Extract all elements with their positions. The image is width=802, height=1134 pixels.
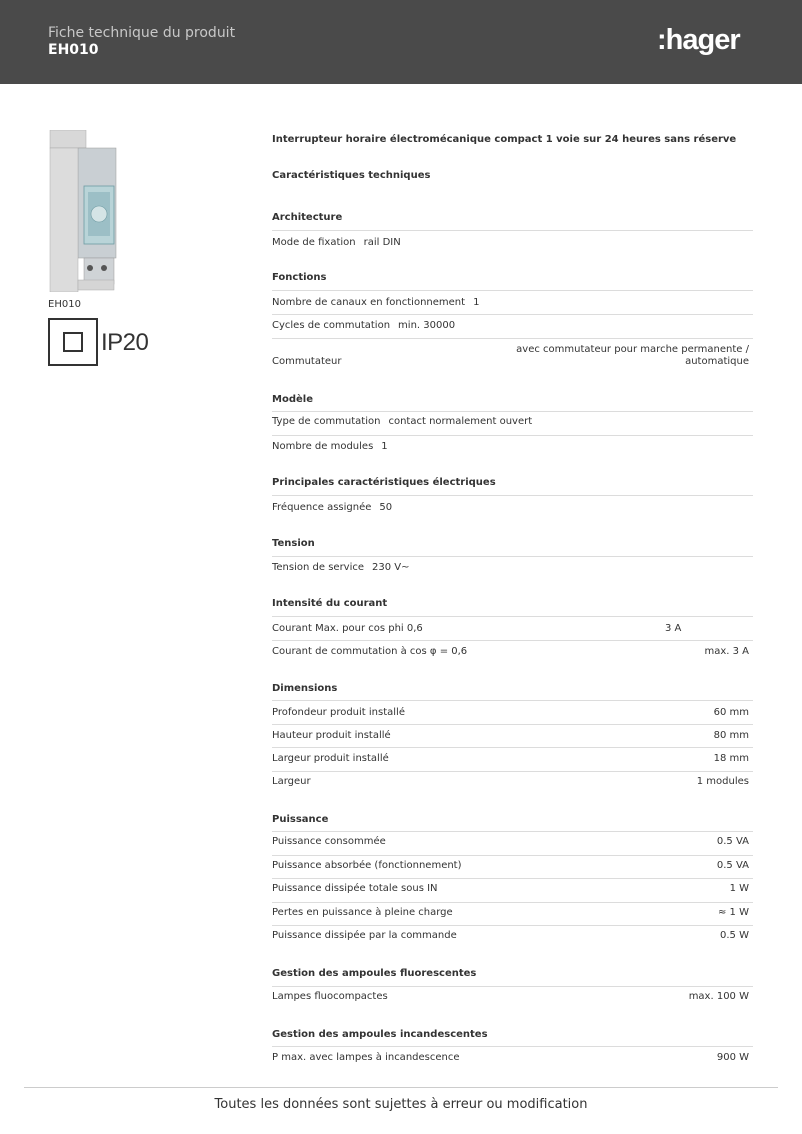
section-heading-dimensions: Dimensions	[272, 683, 338, 694]
spec-row	[272, 855, 753, 879]
spec-row	[272, 290, 753, 314]
spec-row	[272, 495, 753, 519]
spec-value: ≈ 1 W	[718, 907, 749, 918]
spec-label: Cycles de commutation	[272, 320, 391, 331]
section-heading-tension: Tension	[272, 538, 315, 549]
ip-rating-icon	[48, 318, 98, 366]
spec-row	[272, 616, 753, 640]
spec-row	[272, 640, 753, 664]
spec-label: Puissance consommée	[272, 836, 386, 847]
product-image-label: EH010	[48, 299, 81, 310]
section-heading-courant: Intensité du courant	[272, 598, 388, 609]
spec-row	[272, 747, 753, 771]
product-image	[48, 130, 118, 292]
spec-value: 0.5 VA	[716, 836, 749, 847]
spec-row	[272, 556, 753, 580]
spec-value: contact normalement ouvert	[388, 416, 533, 427]
spec-label: Fréquence assignée	[272, 502, 372, 513]
spec-row	[272, 435, 753, 459]
spec-row	[272, 831, 753, 855]
page-header	[0, 0, 802, 84]
spec-label: Courant Max. pour cos phi 0,6	[272, 623, 423, 634]
spec-label: Largeur produit installé	[272, 753, 389, 764]
spec-row	[272, 771, 753, 795]
spec-row	[272, 1046, 753, 1070]
spec-value: 1 W	[729, 883, 749, 894]
spec-label: Hauteur produit installé	[272, 730, 391, 741]
spec-value: 0.5 W	[720, 930, 749, 941]
section-heading-electriques: Principales caractéristiques électriques	[272, 477, 496, 488]
spec-value: 18 mm	[713, 753, 749, 764]
spec-value: 1 modules	[696, 776, 749, 787]
spec-label: Courant de commutation à cos φ = 0,6	[272, 646, 468, 657]
spec-value: 900 W	[716, 1052, 749, 1063]
spec-value: max. 3 A	[704, 646, 749, 657]
spec-value: max. 100 W	[688, 991, 749, 1002]
section-heading-incandescentes: Gestion des ampoules incandescentes	[272, 1029, 488, 1040]
spec-value: 3 A	[665, 623, 682, 634]
spec-label: Tension de service	[272, 562, 365, 573]
spec-label: Mode de fixation	[272, 237, 356, 248]
spec-row	[272, 314, 753, 338]
section-heading-puissance: Puissance	[272, 814, 329, 825]
spec-label: Type de commutation	[272, 416, 381, 427]
hager-logo: :hager	[657, 24, 740, 56]
spec-value: 60 mm	[713, 707, 749, 718]
spec-row	[272, 878, 753, 902]
spec-value: 1	[473, 297, 480, 308]
spec-label: Nombre de modules	[272, 441, 374, 452]
spec-row	[272, 700, 753, 724]
header-subtitle: Fiche technique du produit	[48, 25, 236, 41]
product-title: Interrupteur horaire électromécanique compact 1 voie sur 24 heures sans réserve	[272, 134, 737, 145]
spec-value: rail DIN	[363, 237, 401, 248]
specs-title: Caractéristiques techniques	[272, 170, 431, 181]
footer-disclaimer: Toutes les données sont sujettes à erreur ou modification	[214, 1097, 588, 1112]
section-heading-fonctions: Fonctions	[272, 272, 327, 283]
product-code: EH010	[48, 42, 99, 58]
spec-row	[272, 925, 753, 949]
spec-value: 80 mm	[713, 730, 749, 741]
spec-label: Lampes fluocompactes	[272, 991, 388, 1002]
spec-value: min. 30000	[398, 320, 456, 331]
section-heading-architecture: Architecture	[272, 212, 343, 223]
spec-label: P max. avec lampes à incandescence	[272, 1052, 460, 1063]
spec-row	[272, 411, 753, 435]
footer-divider	[24, 1087, 778, 1088]
spec-value-continued: automatique	[685, 356, 749, 367]
spec-label: Puissance dissipée par la commande	[272, 930, 457, 941]
spec-row	[272, 338, 753, 374]
spec-label: Puissance absorbée (fonctionnement)	[272, 860, 462, 871]
spec-value: 50	[379, 502, 393, 513]
spec-label: Pertes en puissance à pleine charge	[272, 907, 453, 918]
spec-value: 0.5 VA	[716, 860, 749, 871]
spec-value: 1	[381, 441, 388, 452]
spec-row	[272, 902, 753, 926]
spec-label: Nombre de canaux en fonctionnement	[272, 297, 466, 308]
section-heading-modele: Modèle	[272, 394, 313, 405]
spec-label: Profondeur produit installé	[272, 707, 405, 718]
spec-row	[272, 230, 753, 254]
spec-value: avec commutateur pour marche permanente /	[516, 344, 749, 355]
section-heading-fluorescentes: Gestion des ampoules fluorescentes	[272, 968, 477, 979]
spec-value: 230 V~	[372, 562, 410, 573]
spec-label: Largeur	[272, 776, 311, 787]
spec-row	[272, 724, 753, 748]
spec-label: Commutateur	[272, 356, 342, 367]
ip-rating-label: IP20	[101, 329, 149, 356]
spec-row	[272, 986, 753, 1010]
spec-label: Puissance dissipée totale sous IN	[272, 883, 438, 894]
